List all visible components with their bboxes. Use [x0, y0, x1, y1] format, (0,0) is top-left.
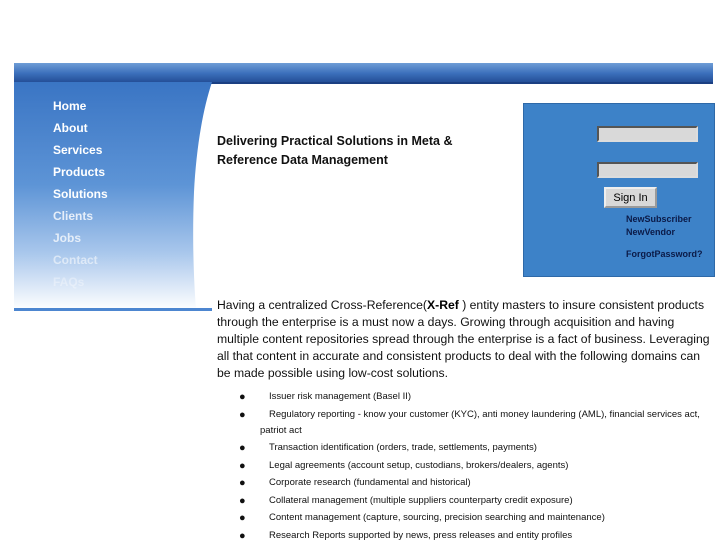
bullet-icon: ●: [239, 391, 246, 403]
list-item: ● Corporate research (fundamental and historical): [239, 477, 471, 489]
list-item: ● Collateral management (multiple suppliers counterparty credit exposure): [239, 494, 573, 507]
sign-in-button[interactable]: Sign In: [604, 187, 657, 208]
list-item: ● Research Reports supported by news, press releases and entity profiles: [239, 529, 573, 542]
page-headline: [217, 132, 507, 170]
nav-contact[interactable]: Contact: [53, 253, 98, 267]
intro-text-before: Having a centralized Cross-Reference(: [217, 298, 427, 312]
forgot-password-link[interactable]: ForgotPassword?: [626, 249, 703, 259]
nav-solutions[interactable]: Solutions: [53, 187, 108, 201]
login-panel: [523, 103, 715, 277]
bullet-icon: ●: [239, 477, 246, 489]
new-subscriber-link[interactable]: NewSubscriber: [626, 214, 692, 224]
bullet-icon: ●: [239, 442, 246, 454]
nav-services[interactable]: Services: [53, 143, 103, 157]
intro-xref: X-Ref: [427, 298, 459, 312]
nav-about[interactable]: About: [53, 121, 88, 135]
new-vendor-link[interactable]: NewVendor: [626, 227, 676, 237]
headline-line-1: Delivering Practical Solutions in Meta &: [217, 134, 453, 148]
nav-faqs[interactable]: FAQs: [53, 275, 85, 289]
list-item: ● Regulatory reporting - know your customer (KYC), anti money laundering (AML), financial services act, patriot act: [239, 408, 700, 436]
sidebar-divider: [14, 308, 212, 311]
list-item: ● Transaction identification (orders, trade, settlements, payments): [239, 442, 537, 454]
username-input[interactable]: [597, 126, 698, 142]
list-item: ● Content management (capture, sourcing, precision searching and maintenance): [239, 512, 605, 524]
bullet-icon: ●: [239, 459, 246, 472]
list-item: ● Legal agreements (account setup, custodians, brokers/dealers, agents): [239, 459, 569, 472]
headline-line-2: Reference Data Management: [217, 153, 388, 167]
password-input[interactable]: [597, 162, 698, 178]
intro-paragraph: [217, 297, 712, 382]
main-nav: [53, 99, 108, 297]
nav-jobs[interactable]: Jobs: [53, 231, 82, 245]
bullet-icon: ●: [239, 512, 246, 524]
list-item: ● Issuer risk management (Basel II): [239, 391, 412, 403]
sidebar: [14, 82, 212, 310]
nav-home[interactable]: Home: [53, 99, 87, 113]
bullet-icon: ●: [239, 408, 246, 421]
intro-text-after: ) entity masters to insure consistent products through the enterprise is a must now a days. Growing through acquisition and having multiple content repositories spread through the enterprise is a fact of business. Leveraging all that content in accurate and consistent products to deal with the following domains can be made possible using low-cost solutions.: [217, 298, 710, 380]
top-banner: [14, 63, 713, 84]
bullet-icon: ●: [239, 494, 246, 507]
sidebar-background: [14, 82, 212, 310]
bullet-icon: ●: [239, 529, 246, 542]
nav-products[interactable]: Products: [53, 165, 106, 179]
domain-list: [230, 389, 710, 545]
nav-clients[interactable]: Clients: [53, 209, 94, 223]
